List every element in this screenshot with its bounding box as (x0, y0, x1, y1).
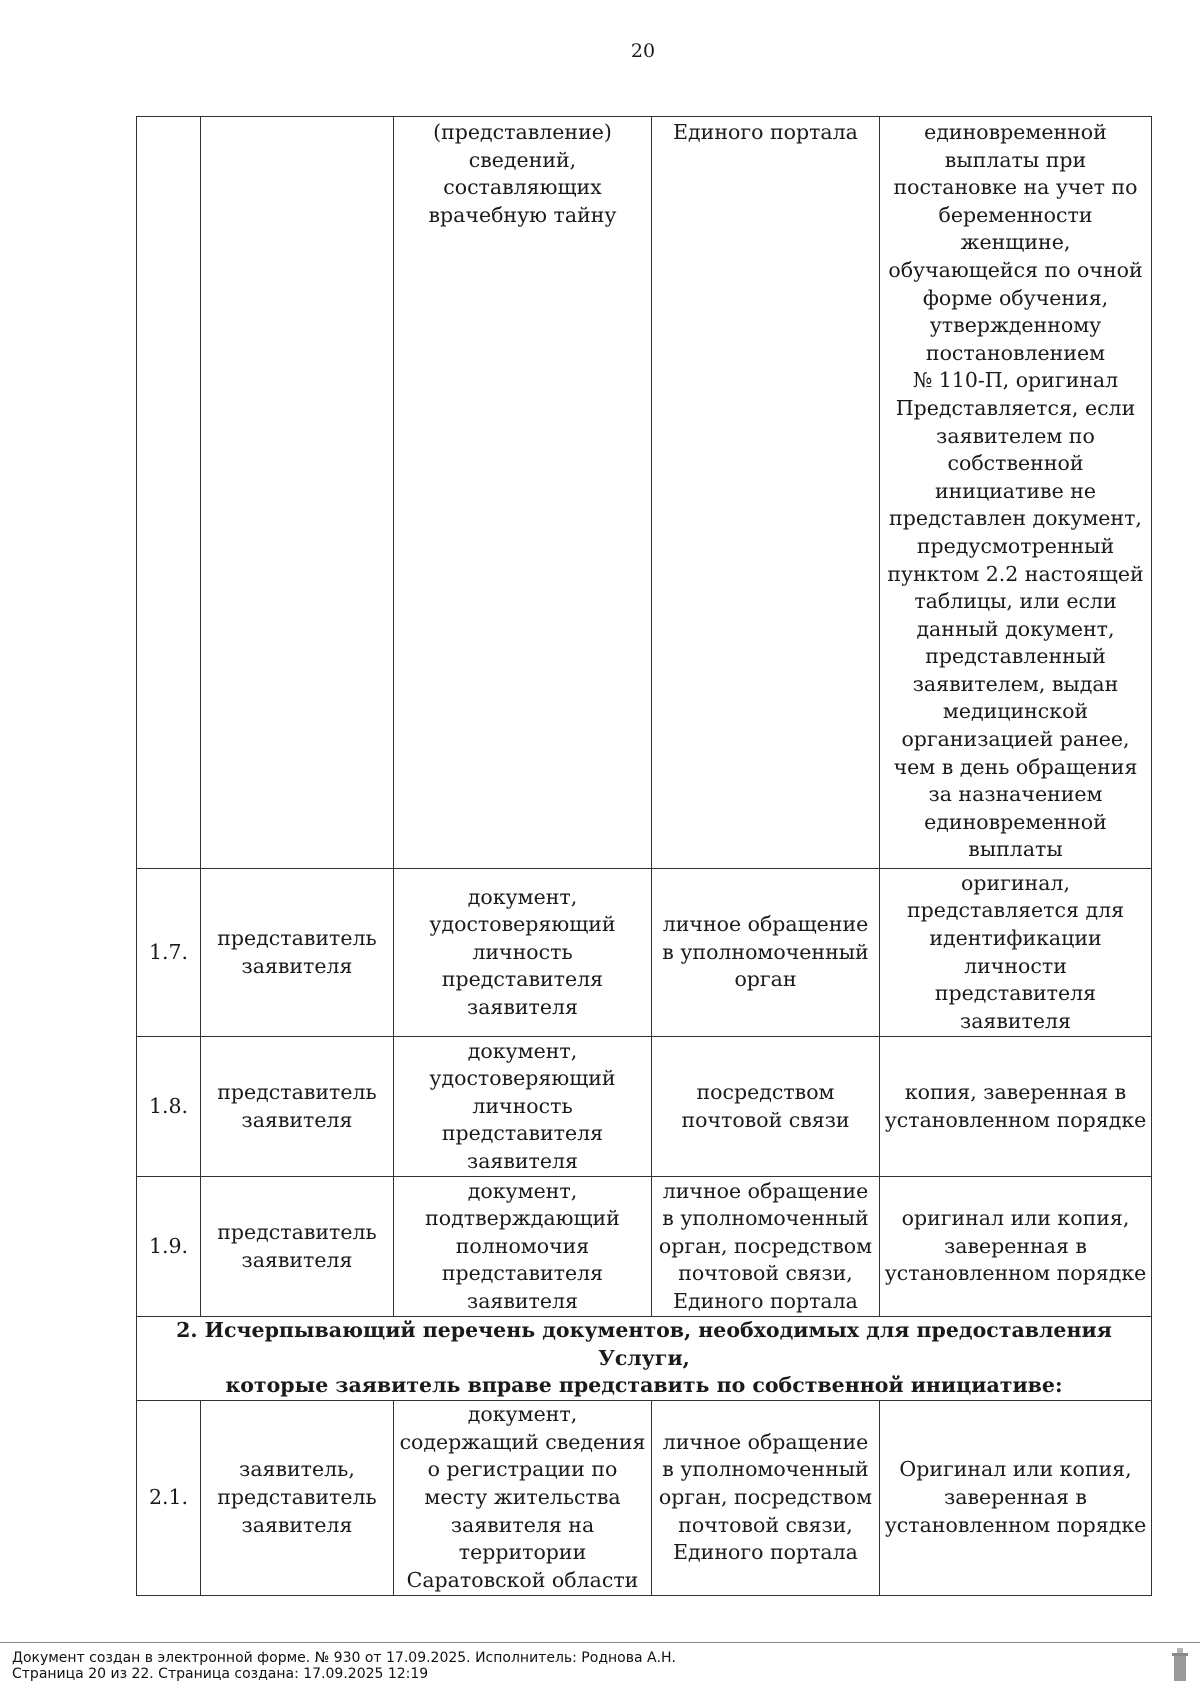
cell-num: 1.7. (137, 869, 201, 1037)
cell-method: личное обращение в уполномоченный орган (652, 869, 880, 1037)
cell-document: (представление) сведений, составляющих врачебную тайну (394, 117, 652, 869)
table-row-continuation (137, 117, 1152, 869)
cell-form: оригинал или копия, заверенная в установленном порядке (880, 1177, 1152, 1317)
cell-document: документ, подтверждающий полномочия представителя заявителя (394, 1177, 652, 1317)
cell-num (137, 117, 201, 869)
cell-num: 1.9. (137, 1177, 201, 1317)
table-row (137, 1400, 1152, 1595)
cell-applicant (201, 117, 394, 869)
cell-method: посредством почтовой связи (652, 1037, 880, 1177)
cell-method: Единого портала (652, 117, 880, 869)
cell-document: документ, удостоверяющий личность представителя заявителя (394, 869, 652, 1037)
cell-applicant: представитель заявителя (201, 1177, 394, 1317)
section-2-heading: 2. Исчерпывающий перечень документов, необходимых для предоставления Услуги, которые заявитель вправе представить по собственной инициативе: (137, 1317, 1152, 1401)
footer-line-1: Документ создан в электронной форме. № 930 от 17.09.2025. Исполнитель: Роднова А.Н. (12, 1650, 677, 1666)
cell-applicant: представитель заявителя (201, 1037, 394, 1177)
cell-method: личное обращение в уполномоченный орган, посредством почтовой связи, Единого портала (652, 1400, 880, 1595)
table-row (137, 1177, 1152, 1317)
coat-of-arms-icon (1170, 1645, 1190, 1685)
table-row (137, 1037, 1152, 1177)
cell-num: 2.1. (137, 1400, 201, 1595)
cell-form: единовременной выплаты при постановке на учет по беременности женщине, обучающейся по очной форме обучения, утвержденному постановлением № 110-П, оригинал Представляется, если заявителем по собственной инициативе не представлен документ, предусмотренный пунктом 2.2 настоящей таблицы, или если данный документ, представленный заявителем, выдан медицинской организацией ранее, чем в день обращения за назначением единовременной выплаты (880, 117, 1152, 869)
document-footer (12, 1650, 676, 1682)
documents-table (136, 116, 1152, 1596)
cell-document: документ, содержащий сведения о регистрации по месту жительства заявителя на территории Саратовской области (394, 1400, 652, 1595)
footer-divider (0, 1642, 1200, 1643)
cell-num: 1.8. (137, 1037, 201, 1177)
footer-line-2: Страница 20 из 22. Страница создана: 17.09.2025 12:19 (12, 1666, 429, 1682)
section-heading-row (137, 1317, 1152, 1401)
cell-form: оригинал, представляется для идентификации личности представителя заявителя (880, 869, 1152, 1037)
cell-document: документ, удостоверяющий личность представителя заявителя (394, 1037, 652, 1177)
cell-form: копия, заверенная в установленном порядке (880, 1037, 1152, 1177)
page-number: 20 (630, 40, 656, 62)
table-row (137, 869, 1152, 1037)
cell-form: Оригинал или копия, заверенная в установленном порядке (880, 1400, 1152, 1595)
cell-method: личное обращение в уполномоченный орган, посредством почтовой связи, Единого портала (652, 1177, 880, 1317)
cell-applicant: представитель заявителя (201, 869, 394, 1037)
cell-applicant: заявитель, представитель заявителя (201, 1400, 394, 1595)
